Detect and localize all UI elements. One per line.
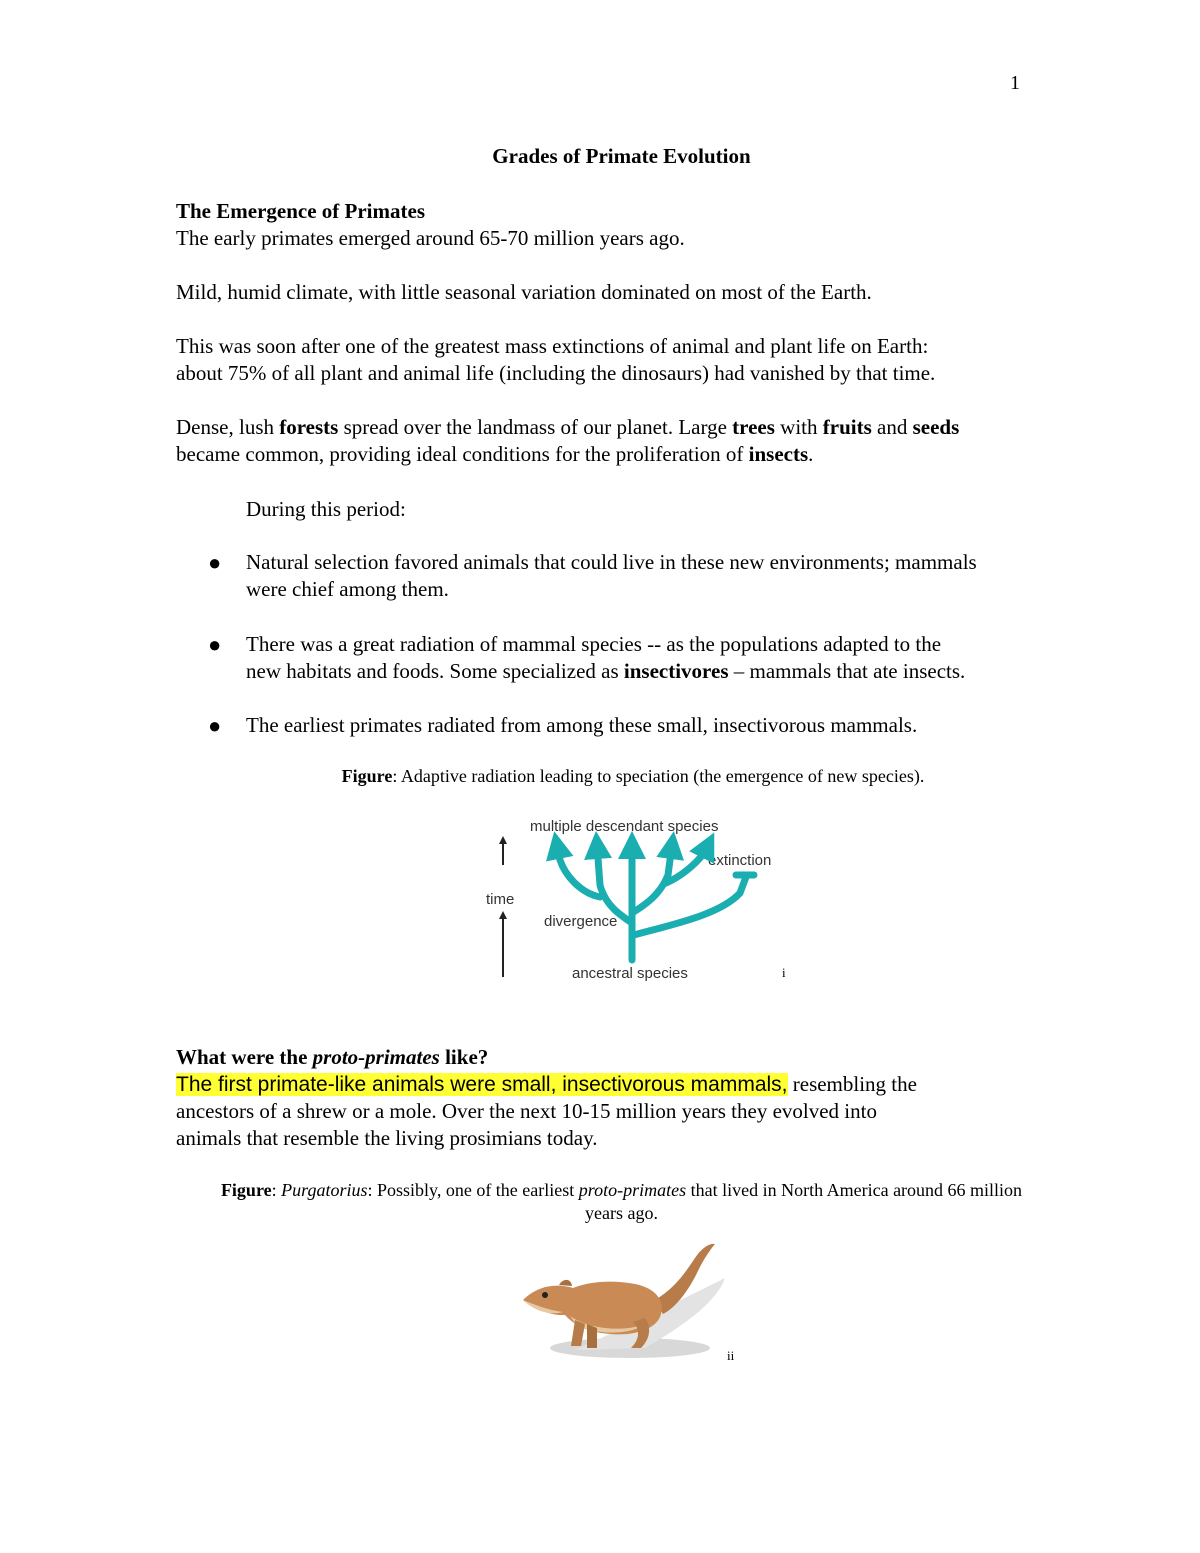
label-time: time [486, 891, 515, 908]
figure-label: Figure [220, 1180, 272, 1200]
figure1-caption [0, 764, 1200, 788]
paragraph-emergence-date: The early primates emerged around 65-70 million years ago. [176, 226, 685, 250]
text-run: Dense, lush [176, 415, 280, 439]
label-ancestral-species: ancestral species [572, 965, 688, 982]
caption-text: : [271, 1180, 282, 1200]
text-run: new habitats and foods. Some specialized as [246, 659, 624, 683]
bullet3-line1: The earliest primates radiated from among these small, insectivorous mammals. [246, 713, 918, 737]
figure-label: Figure [341, 766, 393, 786]
paragraph-forests-line2 [176, 441, 813, 468]
branch-extinct [634, 877, 746, 935]
figure2-caption-line2: years ago. [585, 1203, 658, 1223]
paragraph-extinction-line1: This was soon after one of the greatest mass extinctions of animal and plant life on Earth: [176, 334, 929, 358]
keyword-forests: forests [279, 415, 339, 439]
text-run: – mammals that ate insects. [728, 659, 966, 683]
text-run: became common, providing ideal conditions for the proliferation of [176, 442, 749, 466]
branch-left-inner [597, 845, 632, 923]
front-leg-2 [587, 1324, 597, 1348]
period-intro: During this period: [246, 497, 406, 521]
caption-text: : Possibly, one of the earliest [367, 1180, 579, 1200]
proto-primates-line2: ancestors of a shrew or a mole. Over the next 10-15 million years they evolved into [176, 1099, 877, 1123]
text-run: . [808, 442, 814, 466]
text-run: and [871, 415, 913, 439]
bullet-dot-icon: ● [208, 550, 222, 575]
label-descendant-species: multiple descendant species [530, 818, 719, 835]
branch-right-inner [632, 845, 672, 913]
keyword-insectivores: insectivores [623, 659, 729, 683]
species-name: Purgatorius [281, 1180, 368, 1200]
ear [559, 1280, 572, 1286]
bullet-dot-icon: ● [208, 713, 222, 738]
keyword-fruits: fruits [822, 415, 872, 439]
keyword-seeds: seeds [912, 415, 960, 439]
bullet1-line2: were chief among them. [246, 577, 449, 601]
label-extinction: extinction [708, 852, 772, 869]
bullet2-line1: There was a great radiation of mammal species -- as the populations adapted to the [246, 632, 942, 656]
adaptive-radiation-diagram [470, 805, 810, 990]
branch-left-outer [557, 845, 600, 897]
text-run: resembling the [787, 1072, 917, 1096]
bullet2-line2 [246, 658, 965, 685]
emphasis-proto-primates: proto-primates [312, 1045, 440, 1069]
document-title: Grades of Primate Evolution [492, 144, 751, 168]
caption-text: that lived in North America around 66 million [686, 1180, 1023, 1200]
bullet1-line1: Natural selection favored animals that could live in these new environments; mammals [246, 550, 977, 574]
page-number: 1 [1010, 72, 1020, 94]
proto-primates-line1 [176, 1071, 917, 1098]
keyword-trees: trees [732, 415, 775, 439]
paragraph-extinction-line2: about 75% of all plant and animal life (including the dinosaurs) had vanished by that time. [176, 361, 936, 385]
section-heading-emergence: The Emergence of Primates [176, 199, 425, 223]
bullet-dot-icon: ● [208, 632, 222, 657]
figure2-caption-line1 [0, 1178, 1200, 1202]
text-run: What were the [176, 1045, 313, 1069]
eye [542, 1292, 548, 1298]
proto-primates-line3: animals that resemble the living prosimians today. [176, 1126, 598, 1150]
text-run: with [774, 415, 823, 439]
caption-text: : Adaptive radiation leading to speciation (the emergence of new species). [392, 766, 925, 786]
label-divergence: divergence [544, 913, 618, 930]
keyword-insects: insects [748, 442, 809, 466]
figure1-reference: i [782, 965, 786, 980]
paragraph-forests-line1 [176, 414, 959, 441]
section-heading-proto-primates [176, 1044, 488, 1071]
text-run: spread over the landmass of our planet. Large [338, 415, 733, 439]
emphasis-proto-primates: proto-primates [578, 1180, 687, 1200]
paragraph-climate: Mild, humid climate, with little seasonal variation dominated on most of the Earth. [176, 280, 872, 304]
purgatorius-illustration-icon [515, 1238, 745, 1368]
figure2-reference: ii [727, 1348, 735, 1363]
highlighted-text: The first primate-like animals were small, insectivorous mammals, [176, 1073, 788, 1096]
text-run: like? [439, 1045, 489, 1069]
